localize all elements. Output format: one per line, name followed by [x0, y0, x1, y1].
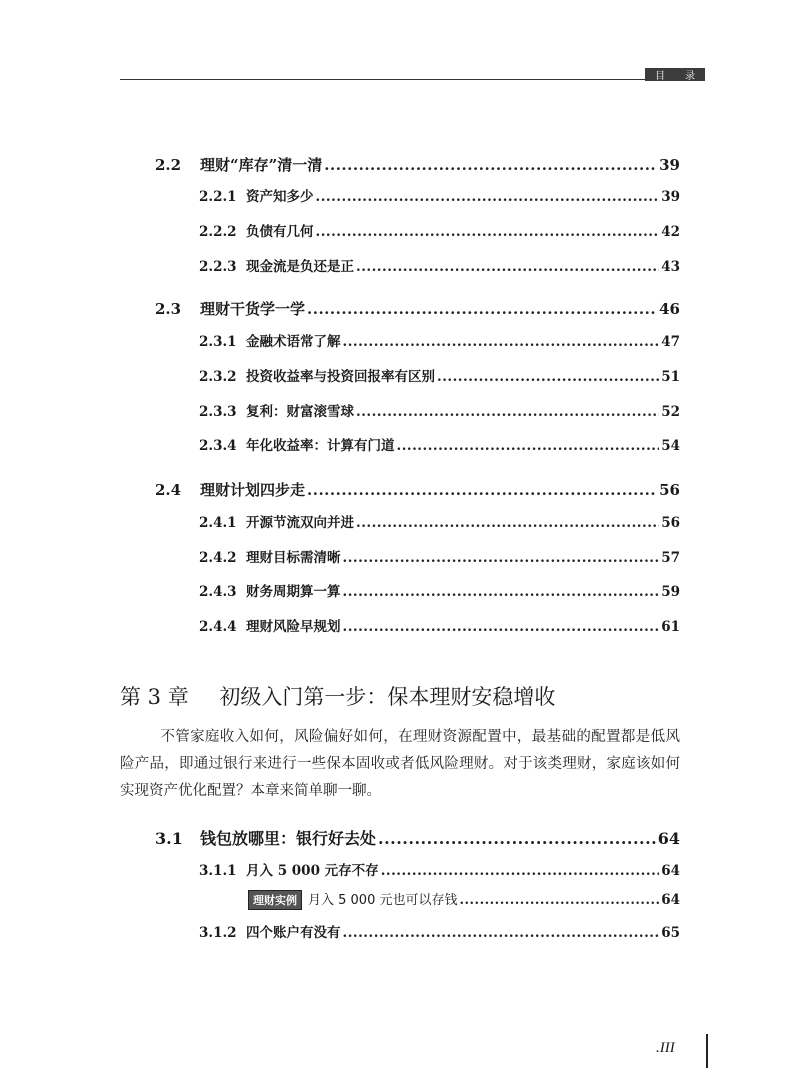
toc-number: 2.2.1	[199, 189, 237, 205]
toc-page: 54	[661, 438, 680, 454]
toc-page: 64	[661, 892, 680, 908]
toc-entry-3-1-2[interactable]	[199, 921, 680, 941]
page-number: .III	[656, 1040, 675, 1056]
toc-number: 3.1.1	[199, 863, 237, 879]
toc-title: 理财干货学一学	[200, 300, 306, 318]
toc-title: 财务周期算一算	[246, 584, 341, 600]
toc-leader	[307, 481, 657, 499]
toc-entry-3-1[interactable]	[155, 826, 680, 849]
footer-rule	[706, 1034, 708, 1068]
toc-entry-2-4-3[interactable]	[199, 580, 680, 600]
toc-page: 56	[661, 515, 680, 531]
toc-page: 43	[661, 259, 680, 275]
header-tab-right: 录	[685, 71, 695, 82]
toc-leader	[437, 369, 659, 385]
toc-title: 负债有几何	[246, 224, 314, 240]
toc-title: 投资收益率与投资回报率有区别	[246, 369, 435, 385]
chapter-intro-text: 不管家庭收入如何，风险偏好如何，在理财资源配置中，最基础的配置都是低风险产品，即通过银行来进行一些保本固收或者低风险理财。对于该类理财，家庭该如何实现资产优化配置？本章来简单聊一聊。	[120, 729, 680, 799]
toc-page: 52	[661, 404, 680, 420]
toc-leader	[356, 515, 659, 531]
header-tab	[645, 68, 705, 81]
toc-title: 月入 5 000 元存不存	[246, 863, 379, 879]
toc-title: 年化收益率：计算有门道	[246, 438, 395, 454]
toc-title: 理财计划四步走	[200, 481, 306, 499]
toc-entry-2-3-4[interactable]	[199, 434, 680, 454]
toc-number: 3.1.2	[199, 925, 237, 941]
toc-title: 月入 5 000 元也可以存钱	[308, 893, 458, 908]
toc-title: 开源节流双向并进	[246, 515, 354, 531]
toc-number: 2.3.2	[199, 369, 237, 385]
toc-number: 2.3.3	[199, 404, 237, 420]
chapter-heading	[120, 681, 555, 711]
toc-entry-2-3-2[interactable]	[199, 365, 680, 385]
toc-entry-2-2[interactable]	[155, 154, 680, 175]
toc-leader	[356, 404, 659, 420]
chapter-number: 第 3 章	[120, 685, 189, 709]
toc-page: 42	[661, 224, 680, 240]
toc-entry-2-3-3[interactable]	[199, 400, 680, 420]
toc-title: 金融术语常了解	[246, 334, 341, 350]
toc-page: 57	[661, 550, 680, 566]
toc-number: 2.2	[155, 156, 182, 174]
toc-entry-2-4[interactable]	[155, 479, 680, 500]
toc-number: 2.2.3	[199, 259, 237, 275]
toc-leader	[356, 259, 659, 275]
toc-number: 2.4.2	[199, 550, 237, 566]
toc-page: 56	[659, 481, 680, 499]
toc-leader	[381, 863, 660, 879]
toc-title: 现金流是负还是正	[246, 259, 354, 275]
toc-number: 2.4.3	[199, 584, 237, 600]
toc-leader	[343, 584, 660, 600]
toc-entry-example[interactable]	[248, 889, 680, 910]
toc-leader	[343, 925, 660, 941]
toc-title: 四个账户有没有	[246, 925, 341, 941]
toc-entry-2-4-2[interactable]	[199, 546, 680, 566]
toc-page: 47	[661, 334, 680, 350]
toc-title: 复利：财富滚雪球	[246, 404, 354, 420]
toc-entry-2-2-2[interactable]	[199, 220, 680, 240]
toc-page: 64	[657, 829, 680, 848]
toc-number: 2.3	[155, 300, 182, 318]
toc-number: 3.1	[155, 829, 183, 848]
toc-title: 资产知多少	[246, 189, 314, 205]
toc-title: 理财目标需清晰	[246, 550, 341, 566]
toc-leader	[324, 156, 657, 174]
toc-number: 2.4.1	[199, 515, 237, 531]
toc-entry-3-1-1[interactable]	[199, 859, 680, 879]
toc-entry-2-3[interactable]	[155, 298, 680, 319]
toc-title: 钱包放哪里：银行好去处	[200, 829, 377, 848]
toc-leader	[378, 829, 656, 848]
toc-entry-2-4-4[interactable]	[199, 615, 680, 635]
toc-number: 2.4.4	[199, 619, 237, 635]
toc-page: 46	[659, 300, 680, 318]
toc-leader	[343, 619, 660, 635]
toc-leader	[307, 300, 657, 318]
toc-leader	[343, 334, 660, 350]
toc-number: 2.2.2	[199, 224, 237, 240]
toc-leader	[316, 189, 660, 205]
toc-page: 64	[661, 863, 680, 879]
toc-title: 理财风险早规划	[246, 619, 341, 635]
toc-page: 65	[661, 925, 680, 941]
chapter-intro	[120, 724, 680, 805]
toc-entry-2-3-1[interactable]	[199, 330, 680, 350]
toc-number: 2.3.4	[199, 438, 237, 454]
example-badge: 理财实例	[248, 890, 302, 910]
chapter-title: 初级入门第一步：保本理财安稳增收	[219, 685, 556, 709]
toc-entry-2-2-3[interactable]	[199, 255, 680, 275]
toc-leader	[459, 893, 659, 908]
toc-page: 39	[659, 156, 680, 174]
toc-entry-2-2-1[interactable]	[199, 185, 680, 205]
toc-leader	[343, 550, 660, 566]
toc-number: 2.3.1	[199, 334, 237, 350]
header-tab-left: 目	[655, 71, 665, 82]
toc-page: 59	[661, 584, 680, 600]
toc-page: 61	[661, 619, 680, 635]
toc-page: 51	[661, 369, 680, 385]
toc-title: 理财“库存”清一清	[200, 156, 323, 174]
header-rule	[120, 79, 705, 80]
toc-leader	[397, 438, 660, 454]
toc-entry-2-4-1[interactable]	[199, 511, 680, 531]
toc-leader	[316, 224, 660, 240]
toc-number: 2.4	[155, 481, 182, 499]
toc-page: 39	[661, 189, 680, 205]
